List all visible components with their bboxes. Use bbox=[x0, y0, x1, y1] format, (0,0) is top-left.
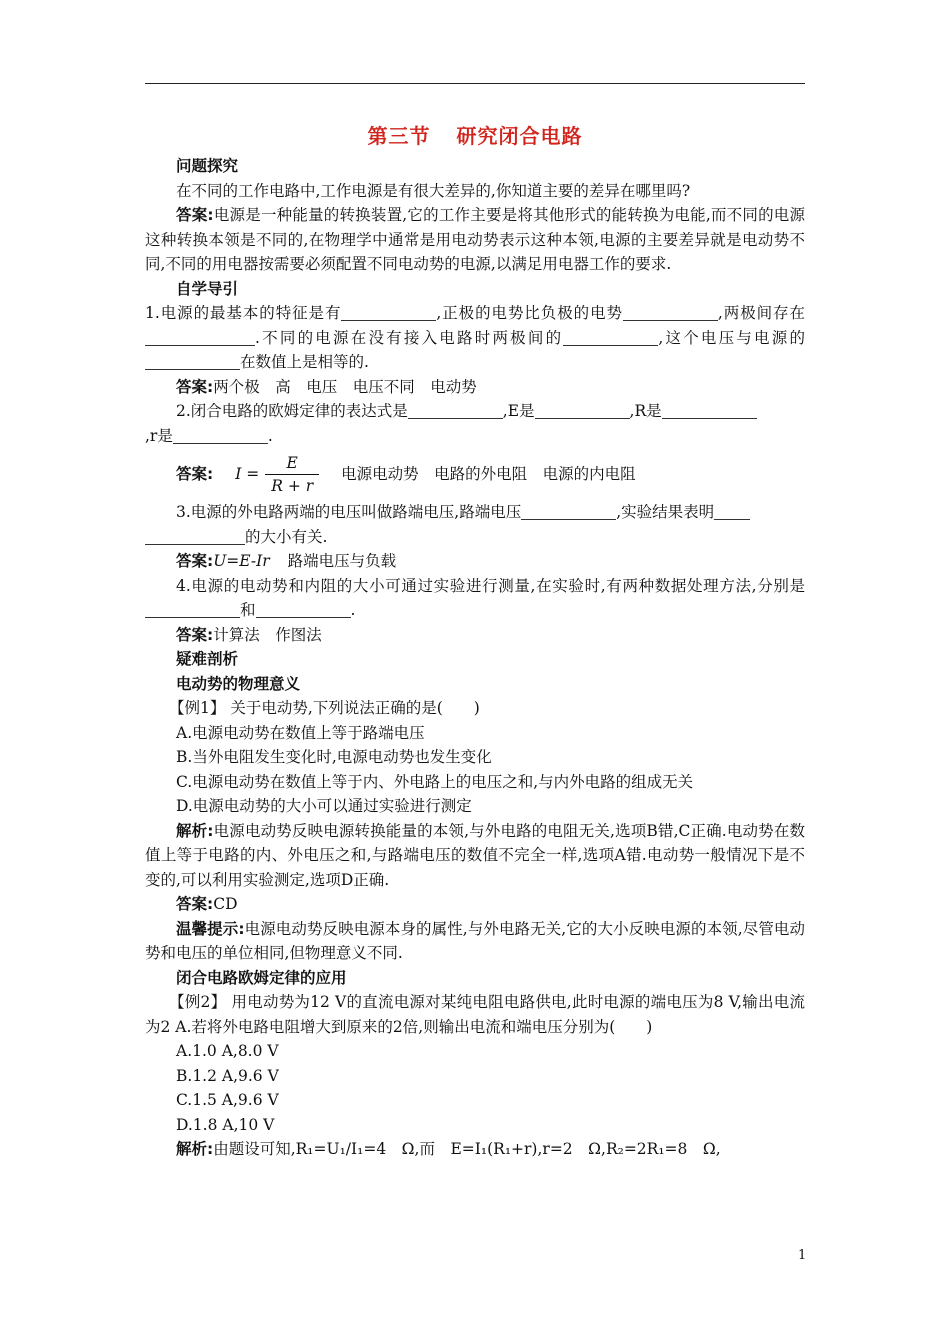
answer-text: 电源是一种能量的转换装置,它的工作主要是将其他形式的能转换为电能,而不同的电源这种转换本领是不同的,在物理学中通常是用电动势表示这种本领,电源的主要差异就是电动势不同,不同的用电器按需要必须配置不同电动势的电源,以满足用电器工作的要求. bbox=[145, 206, 806, 273]
example-2-option-a: A.1.0 A,8.0 V bbox=[176, 1042, 279, 1060]
warm-tip: 温馨提示:电源电动势反映电源本身的属性,与外电路无关,它的大小反映电源的本领,尽管电动势和电压的单位相同,但物理意义不同. bbox=[145, 919, 805, 962]
example-1-answer: 答案:CD bbox=[176, 895, 238, 913]
title-topic: 研究闭合电路 bbox=[456, 124, 583, 148]
example-2-option-d: D.1.8 A,10 V bbox=[176, 1115, 275, 1134]
example-2-option-c: C.1.5 A,9.6 V bbox=[176, 1091, 279, 1109]
document-body bbox=[145, 120, 805, 1162]
question-3: 3.电源的外电路两端的电压叫做路端电压,路端电压 ,实验结果表明 bbox=[145, 500, 805, 525]
example-1-option-c: C.电源电动势在数值上等于内、外电路上的电压之和,与内外电路的组成无关 bbox=[176, 772, 694, 791]
answer-1: 答案:两个极 高 电压 电压不同 电动势 bbox=[176, 377, 477, 396]
page-number: 1 bbox=[798, 1248, 807, 1263]
subheading-emf: 电动势的物理意义 bbox=[176, 674, 301, 693]
question-2: 2.闭合电路的欧姆定律的表达式是 ,E是 ,R是 bbox=[145, 399, 805, 424]
example-1-solution: 解析:电源电动势反映电源转换能量的本领,与外电路的电阻无关,选项B错,C正确.电动势在数值上等于电路的内、外电压之和,与路端电压的数值不完全一样,选项A错.电动势一般情况下是不变的,可以利用实验测定,选项D正确. bbox=[145, 821, 805, 889]
example-1-question: 【例1】 关于电动势,下列说法正确的是( ) bbox=[169, 699, 480, 717]
title-section: 第三节 bbox=[367, 124, 431, 148]
example-1-option-b: B.当外电阻发生变化时,电源电动势也发生变化 bbox=[176, 748, 492, 766]
example-2-question: 【例2】 用电动势为12 V的直流电源对某纯电阻电路供电,此时电源的端电压为8 V,输出电流为2 A.若将外电路电阻增大到原来的2倍,则输出电流和端电压分别为( ) bbox=[145, 993, 805, 1036]
heading-self-study: 自学导引 bbox=[176, 279, 239, 298]
question-4: 4.电源的电动势和内阻的大小可通过实验进行测量,在实验时,有两种数据处理方法,分别是和 . bbox=[145, 574, 805, 623]
heading-problem-inquiry: 问题探究 bbox=[176, 157, 239, 175]
question-1: 1.电源的最基本的特征是有 ,正极的电势比负极的电势 ,两极间存在.不同的电源在没有接入电路时两极间的 ,这个电压与电源的在数值上是相等的. bbox=[145, 304, 805, 371]
question-2-cont: ,r是 . bbox=[145, 426, 273, 445]
ohm-law-lhs: I = bbox=[235, 464, 260, 483]
answer-2: 答案: I = $\frac{E}{R + r}$ 电源电动势 电路的外电阻 电源的内电阻 bbox=[176, 453, 636, 495]
example-1-option-a: A.电源电动势在数值上等于路端电压 bbox=[176, 723, 425, 742]
question-3-cont: 的大小有关. bbox=[145, 525, 805, 550]
heading-analysis: 疑难剖析 bbox=[176, 650, 239, 668]
example-2-option-b: B.1.2 A,9.6 V bbox=[176, 1066, 279, 1085]
answer-label: 答案: bbox=[176, 206, 214, 224]
ohm-law-fraction: $\frac{E}{R + r}$ bbox=[265, 452, 319, 497]
inquiry-answer bbox=[145, 203, 805, 277]
answer-4: 答案:计算法 作图法 bbox=[176, 625, 322, 644]
answer-3: 答案:U=E-Ir 路端电压与负载 bbox=[176, 552, 397, 570]
page-title bbox=[145, 122, 805, 150]
example-1-option-d: D.电源电动势的大小可以通过实验进行测定 bbox=[176, 797, 472, 815]
subheading-ohm-application: 闭合电路欧姆定律的应用 bbox=[176, 968, 347, 987]
inquiry-question: 在不同的工作电路中,工作电源是有很大差异的,你知道主要的差异在哪里吗? bbox=[176, 181, 691, 200]
top-rule bbox=[145, 83, 805, 84]
example-2-solution: 解析:由题设可知,R₁=U₁/I₁=4 Ω,而 E=I₁(R₁+r),r=2 Ω,R₂=2R₁=8 Ω, bbox=[176, 1140, 721, 1158]
